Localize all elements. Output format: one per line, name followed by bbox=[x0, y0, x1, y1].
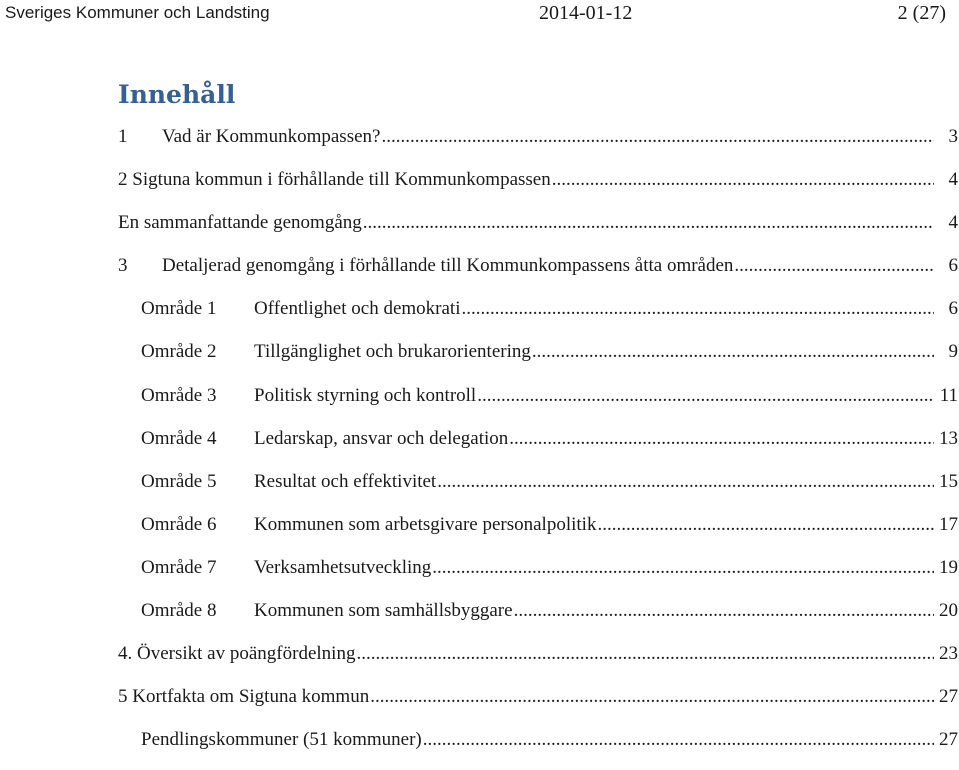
toc-entry-text: Tillgänglighet och brukarorientering bbox=[254, 341, 531, 363]
toc-dot-leader bbox=[370, 684, 934, 710]
toc-entry-page: 20 bbox=[939, 600, 958, 622]
toc-entry-page: 6 bbox=[948, 298, 958, 320]
toc-entry-page: 11 bbox=[939, 384, 958, 406]
toc-dot-leader bbox=[514, 598, 934, 624]
toc-heading: Innehåll bbox=[118, 80, 236, 109]
toc-entry-number: Område 4 bbox=[141, 427, 217, 449]
toc-entry-text: Resultat och effektivitet bbox=[254, 470, 437, 492]
toc-entry-page: 4 bbox=[948, 169, 958, 191]
toc-entry-text: Kommunen som samhällsbyggare bbox=[254, 600, 513, 622]
toc-dot-leader bbox=[381, 124, 934, 150]
toc-entry[interactable] bbox=[118, 124, 958, 167]
toc-entry-number: Område 6 bbox=[141, 513, 217, 535]
toc-entry[interactable] bbox=[118, 339, 958, 382]
toc-entry-page: 23 bbox=[939, 643, 958, 665]
toc-entry[interactable] bbox=[118, 555, 958, 598]
toc-entry-text: Kommunen som arbetsgivare personalpolitik bbox=[254, 513, 597, 535]
toc-dot-leader bbox=[597, 512, 934, 538]
toc-entry-number: Område 5 bbox=[141, 470, 217, 492]
header-date: 2014-01-12 bbox=[539, 2, 633, 24]
toc-entry[interactable] bbox=[118, 426, 958, 469]
toc-entry[interactable] bbox=[118, 383, 958, 426]
table-of-contents bbox=[118, 124, 958, 770]
toc-entry-page: 27 bbox=[939, 686, 958, 708]
toc-entry[interactable] bbox=[118, 512, 958, 555]
toc-dot-leader bbox=[461, 296, 934, 322]
toc-entry-text: 4. Översikt av poängfördelning bbox=[118, 643, 356, 665]
toc-entry-page: 6 bbox=[948, 255, 958, 277]
toc-dot-leader bbox=[423, 727, 934, 753]
toc-entry-page: 15 bbox=[939, 470, 958, 492]
toc-entry-page: 3 bbox=[948, 126, 958, 147]
toc-entry-number: Område 7 bbox=[141, 556, 217, 578]
toc-entry-text: Vad är Kommunkompassen? bbox=[162, 126, 381, 147]
toc-entry[interactable] bbox=[118, 641, 958, 684]
toc-entry-text: Politisk styrning och kontroll bbox=[254, 384, 477, 406]
toc-dot-leader bbox=[734, 253, 934, 279]
toc-entry[interactable] bbox=[118, 598, 958, 641]
toc-entry-text: 2 Sigtuna kommun i förhållande till Kommunkompassen bbox=[118, 169, 551, 191]
toc-entry-page: 9 bbox=[948, 341, 958, 363]
toc-entry-page: 19 bbox=[939, 556, 958, 578]
toc-dot-leader bbox=[432, 555, 934, 581]
header-page-number: 2 (27) bbox=[897, 2, 946, 24]
toc-dot-leader bbox=[356, 641, 934, 667]
toc-entry-text: En sammanfattande genomgång bbox=[118, 212, 362, 234]
toc-entry-text: Detaljerad genomgång i förhållande till Kommunkompassens åtta områden bbox=[162, 255, 734, 277]
page-header bbox=[0, 0, 959, 28]
toc-entry-page: 4 bbox=[948, 212, 958, 234]
toc-entry-text: Verksamhetsutveckling bbox=[254, 556, 432, 578]
toc-entry-text: Ledarskap, ansvar och delegation bbox=[254, 427, 509, 449]
toc-dot-leader bbox=[552, 167, 934, 193]
header-organization: Sveriges Kommuner och Landsting bbox=[5, 3, 270, 22]
toc-dot-leader bbox=[437, 469, 934, 495]
toc-entry-number: Område 2 bbox=[141, 341, 217, 363]
toc-entry[interactable] bbox=[118, 210, 958, 253]
toc-entry-page: 27 bbox=[939, 729, 958, 751]
toc-dot-leader bbox=[477, 383, 934, 409]
toc-dot-leader bbox=[363, 210, 934, 236]
toc-dot-leader bbox=[509, 426, 934, 452]
toc-entry[interactable] bbox=[118, 296, 958, 339]
toc-entry-text: Offentlighet och demokrati bbox=[254, 298, 461, 320]
toc-entry-text: 5 Kortfakta om Sigtuna kommun bbox=[118, 686, 370, 708]
toc-entry-number: Område 8 bbox=[141, 600, 217, 622]
toc-entry[interactable] bbox=[118, 727, 958, 770]
toc-entry-number: 3 bbox=[118, 255, 128, 277]
toc-entry[interactable] bbox=[118, 469, 958, 512]
toc-entry[interactable] bbox=[118, 167, 958, 210]
toc-entry-text: Pendlingskommuner (51 kommuner) bbox=[141, 729, 422, 751]
toc-entry[interactable] bbox=[118, 684, 958, 727]
toc-dot-leader bbox=[532, 339, 934, 365]
toc-entry-number: Område 1 bbox=[141, 298, 217, 320]
toc-entry-number: 1 bbox=[118, 126, 128, 147]
toc-entry-number: Område 3 bbox=[141, 384, 217, 406]
toc-entry-page: 17 bbox=[939, 513, 958, 535]
toc-entry[interactable] bbox=[118, 253, 958, 296]
toc-entry-page: 13 bbox=[939, 427, 958, 449]
